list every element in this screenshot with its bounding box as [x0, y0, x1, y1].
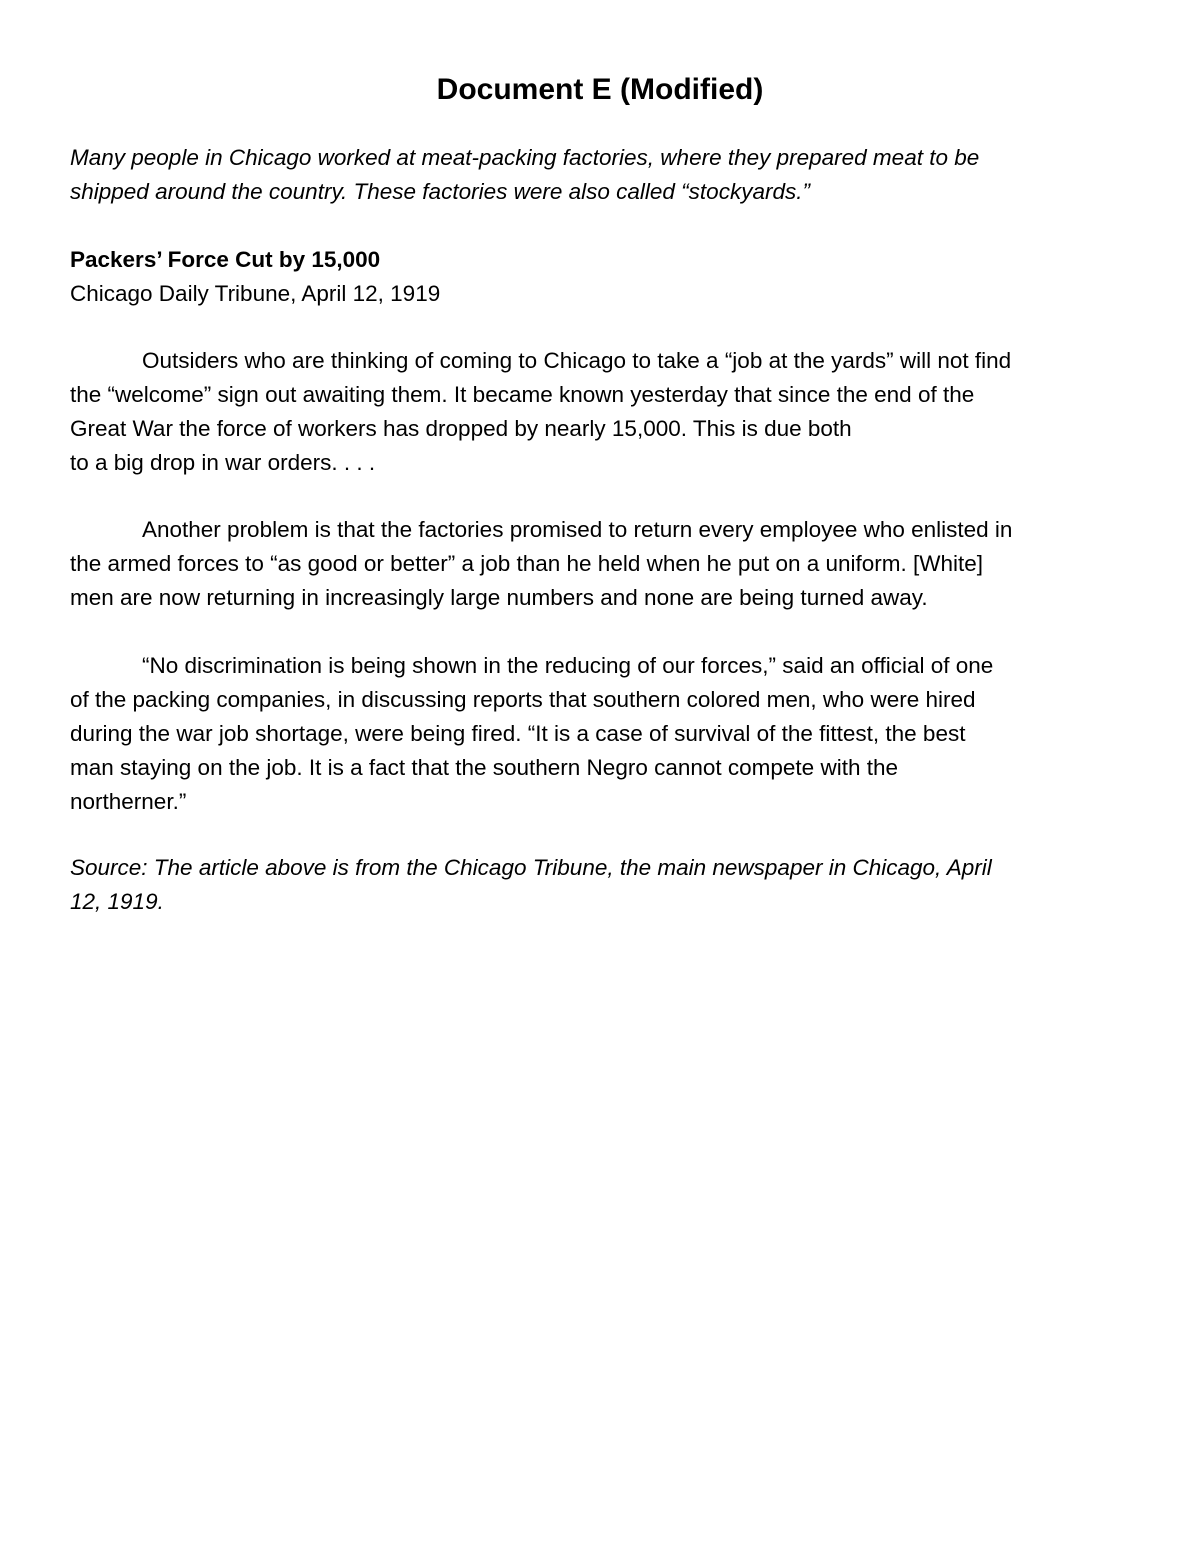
paragraph-line: northerner.” — [70, 789, 187, 814]
source-line: 12, 1919. — [70, 889, 164, 914]
article-dateline: Chicago Daily Tribune, April 12, 1919 — [70, 281, 441, 306]
source-line: Source: The article above is from the Chicago Tribune, the main newspaper in Chicago, April — [70, 855, 992, 880]
intro-text — [70, 141, 1140, 209]
article-paragraph-1 — [70, 344, 1140, 480]
paragraph-line: to a big drop in war orders. . . . — [70, 450, 376, 475]
paragraph-line: of the packing companies, in discussing reports that southern colored men, who were hired — [70, 687, 976, 712]
article-headline: Packers’ Force Cut by 15,000 — [70, 247, 381, 272]
source-citation — [70, 851, 1140, 919]
paragraph-line: Outsiders who are thinking of coming to Chicago to take a “job at the yards” will not find — [142, 348, 1012, 373]
document-title: Document E (Modified) — [436, 73, 764, 106]
article-paragraph-2 — [70, 513, 1140, 615]
intro-line: shipped around the country. These factories were also called “stockyards.” — [70, 179, 810, 204]
paragraph-line: men are now returning in increasingly large numbers and none are being turned away. — [70, 585, 928, 610]
intro-line: Many people in Chicago worked at meat-packing factories, where they prepared meat to be — [70, 145, 980, 170]
paragraph-line: man staying on the job. It is a fact that the southern Negro cannot compete with the — [70, 755, 898, 780]
paragraph-line: Another problem is that the factories promised to return every employee who enlisted in — [142, 517, 1013, 542]
paragraph-line: the “welcome” sign out awaiting them. It became known yesterday that since the end of the — [70, 382, 975, 407]
paragraph-line: Great War the force of workers has dropped by nearly 15,000. This is due both — [70, 416, 852, 441]
paragraph-line: the armed forces to “as good or better” a job than he held when he put on a uniform. [White] — [70, 551, 984, 576]
article-paragraph-3 — [70, 649, 1140, 819]
paragraph-line: “No discrimination is being shown in the reducing of our forces,” said an official of one — [142, 653, 994, 678]
paragraph-line: during the war job shortage, were being fired. “It is a case of survival of the fittest, the best — [70, 721, 966, 746]
